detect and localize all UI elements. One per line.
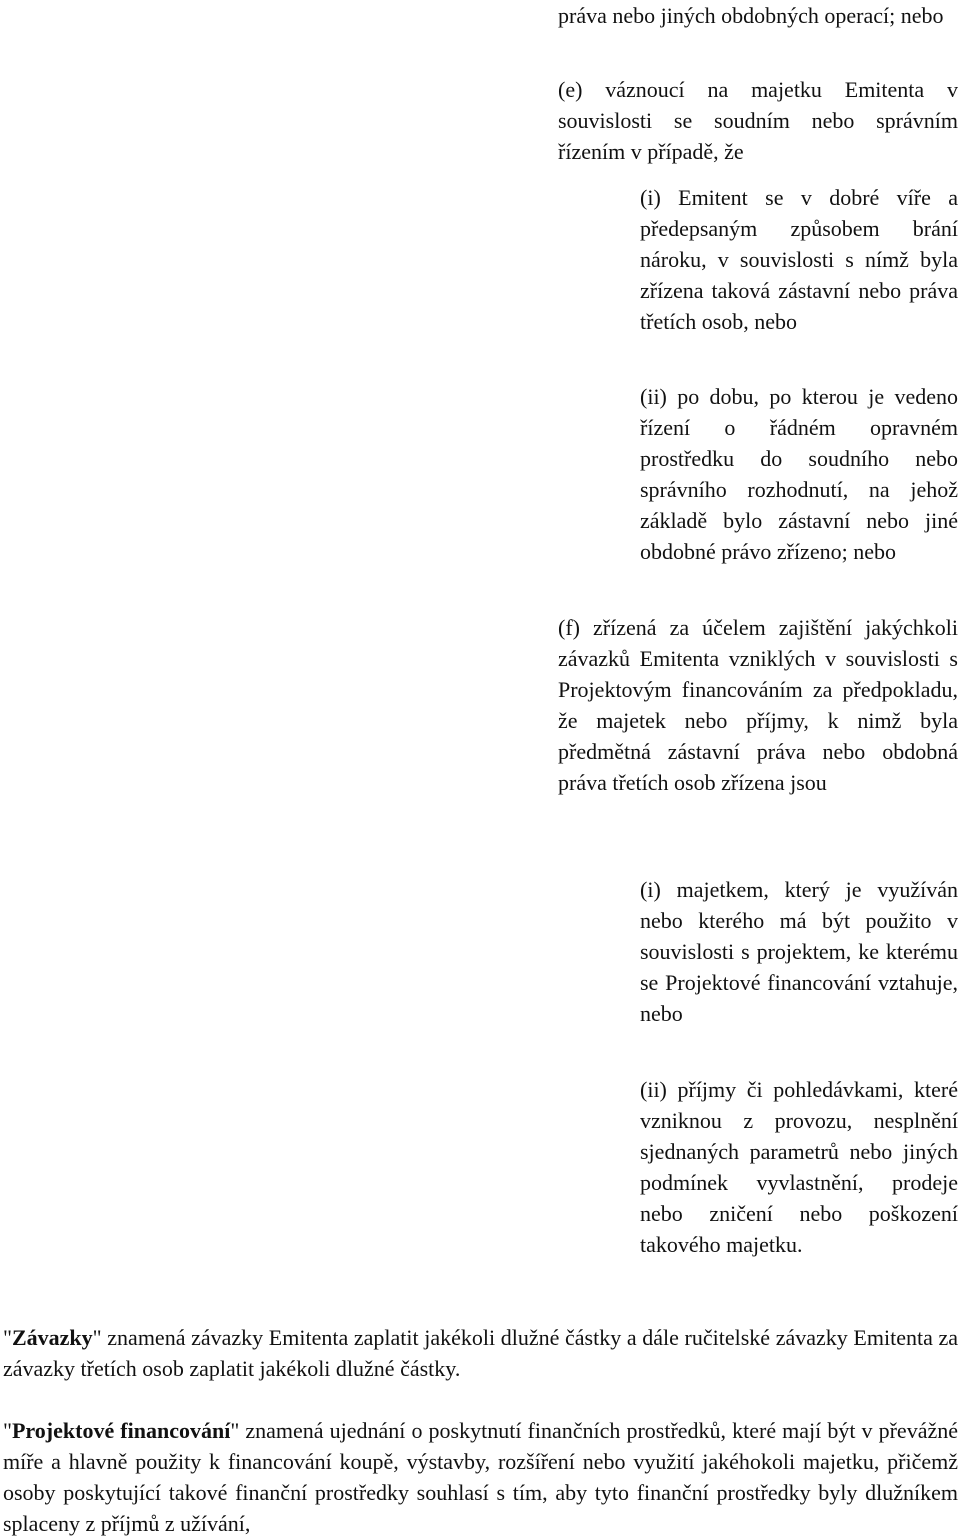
- list-subitem-f-ii: (ii) příjmy či pohledávkami, které vzniknou z provozu, nesplnění sjednaných parametrů nebo jiných podmínek vyvlastnění, prodeje nebo zničení nebo poškození takového majetku.: [640, 1077, 958, 1257]
- definition-quote-open: ": [3, 1325, 12, 1350]
- list-subitem-e-i: (i) Emitent se v dobré víře a předepsaným způsobem brání nároku, v souvislosti s nímž byla zřízena taková zástavní nebo práva třetích osob, nebo: [640, 185, 958, 334]
- definition-projektove-financovani: [3, 1415, 958, 1539]
- definition-quote-close: ": [92, 1325, 102, 1350]
- definition-text: znamená závazky Emitenta zaplatit jakékoli dlužné částky a dále ručitelské závazky Emitenta za závazky třetích osob zaplatit jakékoli dlužné částky.: [3, 1325, 958, 1381]
- definition-term: Projektové financování: [11, 1418, 231, 1443]
- list-item-continuation: práva nebo jiných obdobných operací; nebo: [558, 3, 944, 28]
- definition-quote-close: ": [230, 1418, 240, 1443]
- definition-term: Závazky: [11, 1325, 93, 1350]
- list-subitem-f-i: (i) majetkem, který je využíván nebo kterého má být použito v souvislosti s projektem, ke kterému se Projektové financování vztahuje, nebo: [640, 877, 958, 1026]
- definition-text: znamená ujednání o poskytnutí finančních prostředků, které mají být v převážné míře a hlavně použity k financování koupě, výstavby, rozšíření nebo využití jakéhokoli majetku, přičemž osoby poskytující takové finanční prostředky souhlasí s tím, aby tyto finanční prostředky byly dlužníkem splaceny z příjmů z užívání,: [3, 1418, 958, 1536]
- list-item-f: (f) zřízená za účelem zajištění jakýchkoli závazků Emitenta vzniklých v souvislosti s Projektovým financováním za předpokladu, že majetek nebo příjmy, k nimž byla předmětná zástavní práva nebo obdobná práva třetích osob zřízena jsou: [558, 615, 958, 795]
- list-subitem-e-ii: (ii) po dobu, po kterou je vedeno řízení o řádném opravném prostředku do soudního nebo správního rozhodnutí, na jehož základě bylo zástavní nebo jiné obdobné právo zřízeno; nebo: [640, 384, 958, 564]
- definition-zavazky: [3, 1322, 958, 1384]
- definition-quote-open: ": [3, 1418, 12, 1443]
- list-item-e: (e) váznoucí na majetku Emitenta v souvislosti se soudním nebo správním řízením v případě, že: [558, 77, 958, 164]
